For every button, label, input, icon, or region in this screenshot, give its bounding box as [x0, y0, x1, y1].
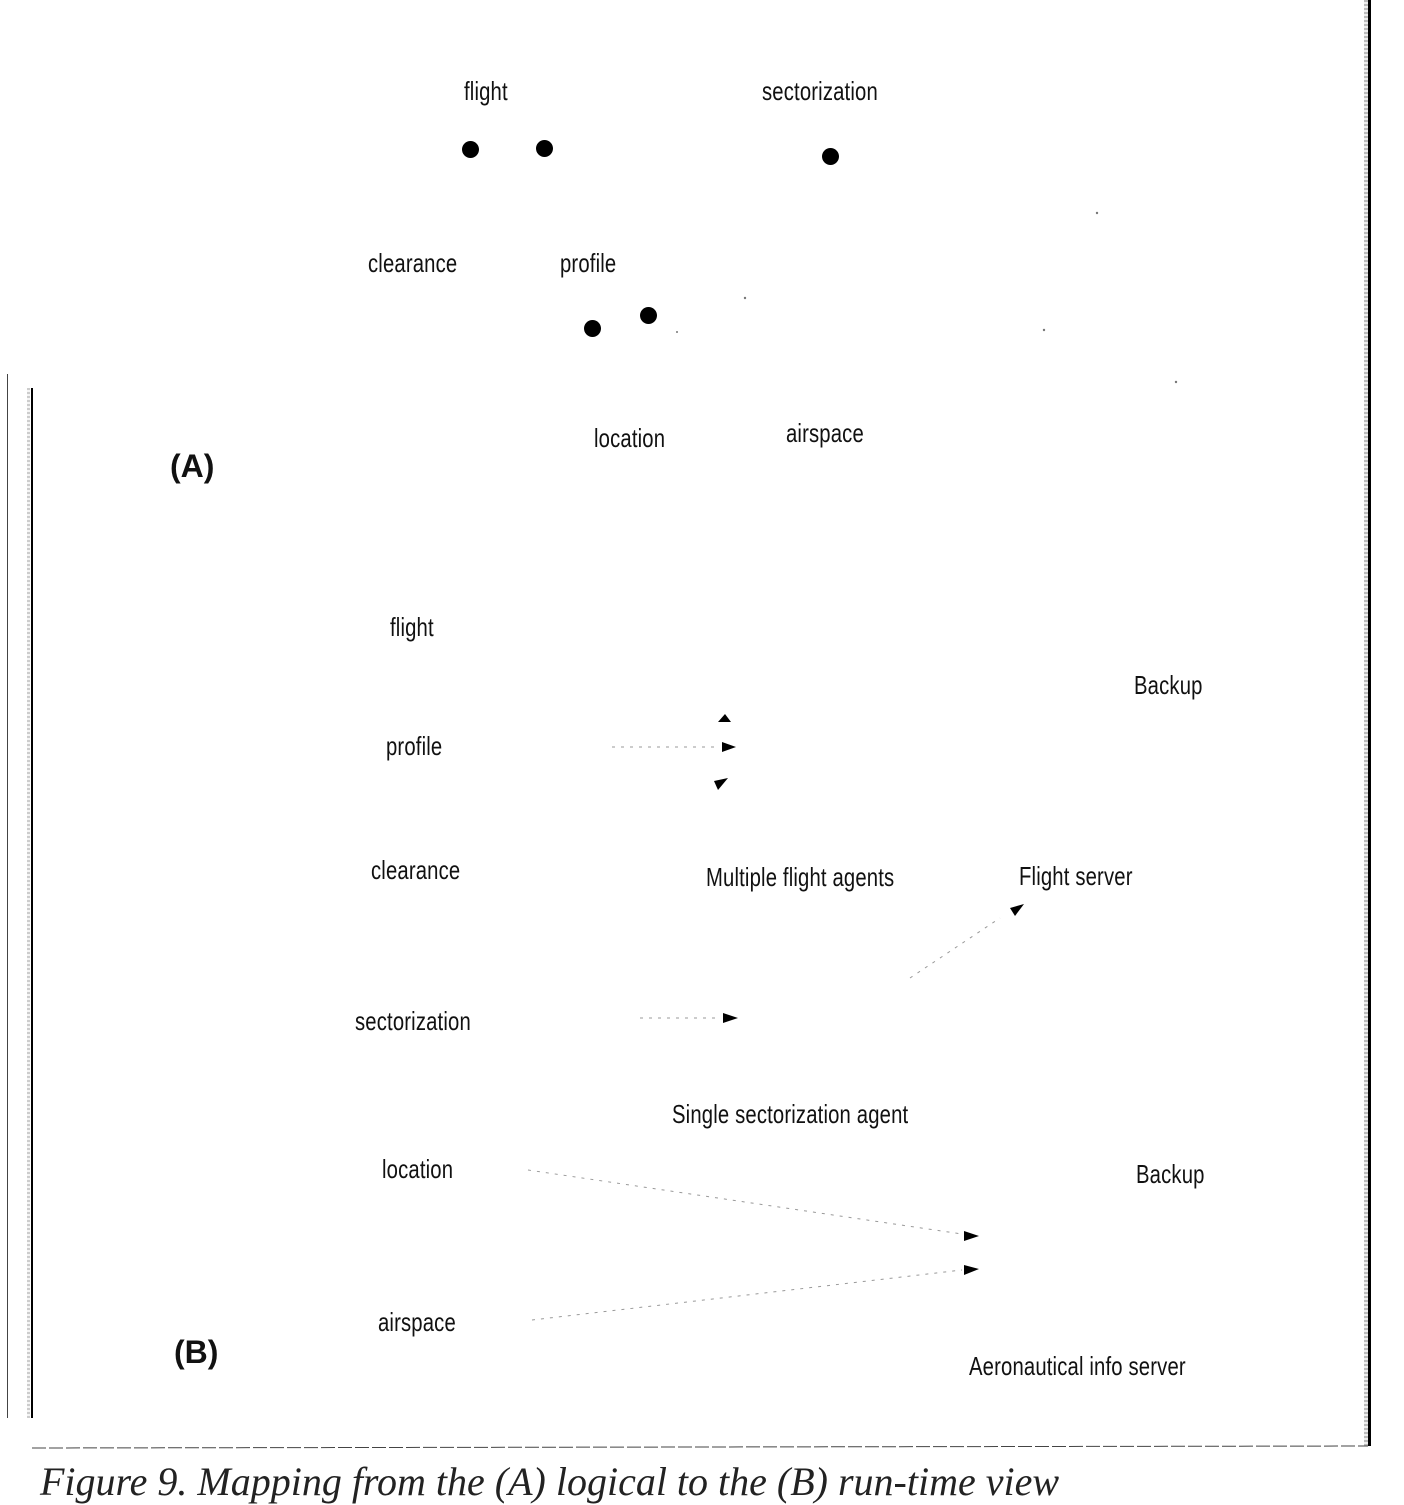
node-a-clearance: clearance — [368, 248, 458, 278]
page-bottom-rule — [32, 1446, 1368, 1448]
arrowhead-sectorization — [723, 1013, 738, 1023]
airspace-connector — [532, 1270, 962, 1320]
agent-server-connector — [910, 918, 1000, 978]
panel-b-connectors — [528, 747, 1000, 1320]
arrowhead-location — [964, 1231, 979, 1241]
backup-label-bottom: Backup — [1136, 1159, 1205, 1189]
node-dot — [640, 307, 657, 324]
item-b-clearance: clearance — [371, 855, 461, 885]
multiple-flight-agents-label: Multiple flight agents — [706, 862, 895, 892]
item-b-location: location — [382, 1154, 454, 1184]
panel-a-marks — [676, 212, 1177, 383]
node-a-airspace: airspace — [786, 418, 864, 448]
single-sectorization-agent-label: Single sectorization agent — [672, 1099, 909, 1129]
item-b-profile: profile — [386, 731, 443, 761]
arrowhead-profile-down — [714, 778, 728, 790]
node-a-profile: profile — [560, 248, 617, 278]
arrowhead-profile-up — [718, 714, 731, 722]
node-dot — [822, 148, 839, 165]
flight-server-label: Flight server — [1019, 861, 1133, 891]
item-b-airspace: airspace — [378, 1307, 456, 1337]
backup-label-top: Backup — [1134, 670, 1203, 700]
panel-a-tag: (A) — [170, 448, 215, 484]
arrowhead-flight-server — [1010, 904, 1024, 916]
node-a-location: location — [594, 423, 666, 453]
arrowheads — [714, 714, 1024, 1275]
arrowhead-airspace — [964, 1265, 979, 1275]
node-a-sectorization: sectorization — [762, 76, 878, 106]
node-dot — [584, 320, 601, 337]
node-a-flight: flight — [464, 76, 508, 106]
arrowhead-profile-mid — [722, 742, 736, 752]
node-dot — [462, 141, 479, 158]
figure-caption: Figure 9. Mapping from the (A) logical to the (B) run-time view — [40, 1459, 1060, 1504]
location-connector — [528, 1170, 962, 1234]
panel-b-tag: (B) — [174, 1334, 219, 1370]
item-b-flight: flight — [390, 612, 434, 642]
item-b-sectorization: sectorization — [355, 1006, 471, 1036]
aeronautical-info-server-label: Aeronautical info server — [969, 1351, 1186, 1381]
node-dot — [536, 140, 553, 157]
